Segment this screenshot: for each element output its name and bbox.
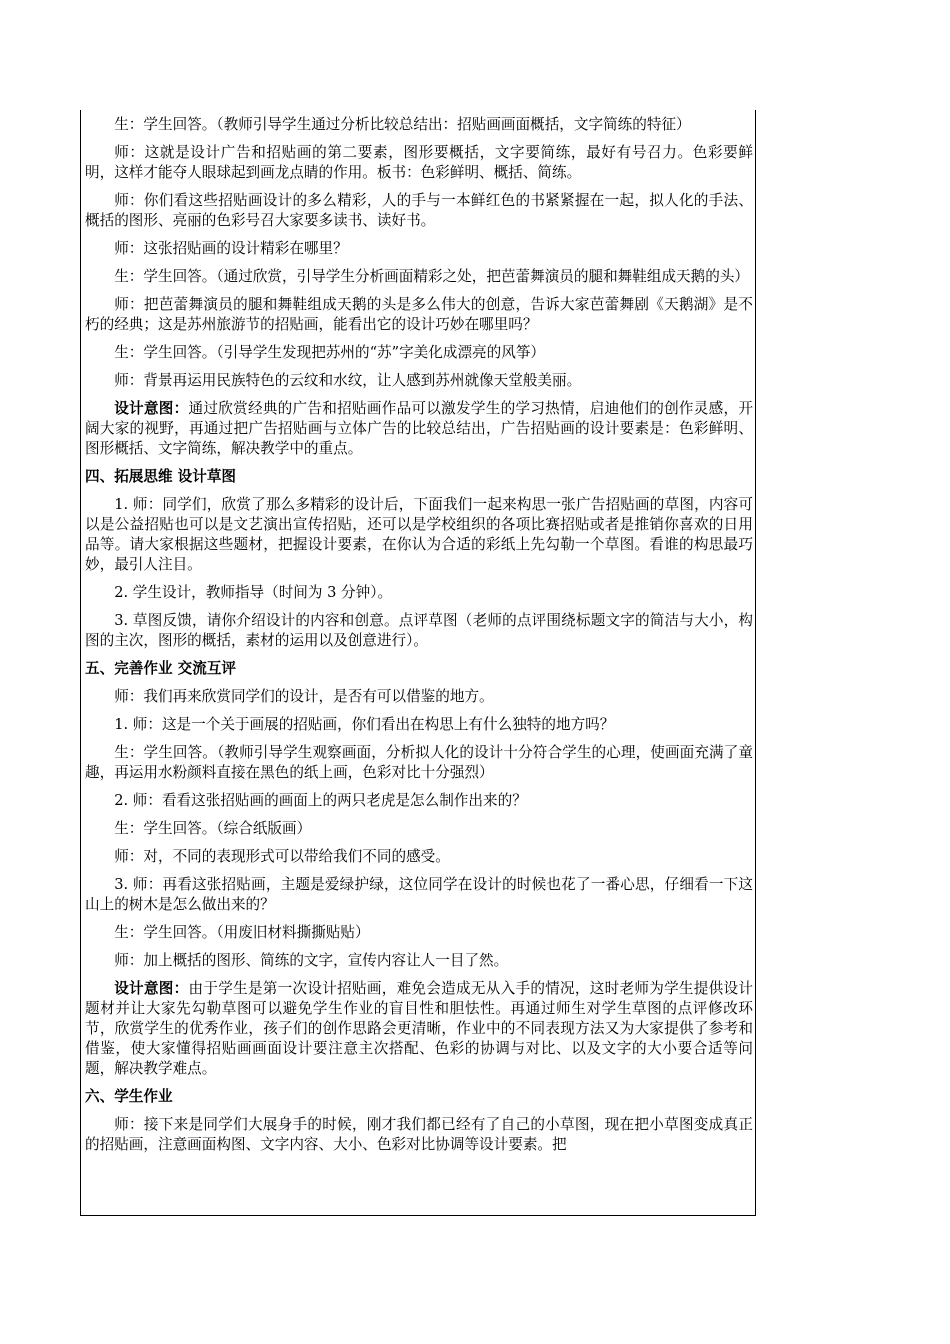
paragraph-teacher-swan-lake: 师：把芭蕾舞演员的腿和舞鞋组成天鹅的头是多么伟大的创意，告诉大家芭蕾舞剧《天鹅湖》是不朽的经典；这是苏州旅游节的招贴画，能看出它的设计巧妙在哪里吗？ — [85, 296, 753, 333]
paragraph-student-answer-2: 生：学生回答。（通过欣赏，引导学生分析画面精彩之处，把芭蕾舞演员的腿和舞鞋组成天鹅的头） — [114, 268, 750, 285]
paragraph-step-1-sketch: 1. 师：同学们，欣赏了那么多精彩的设计后，下面我们一起来构思一张广告招贴画的草图，内容可以是公益招贴也可以是文艺演出宣传招贴，还可以是学校组织的各项比赛招贴或者是推销你喜欢的日用品等。请大家根据这些题材，把握设计要素，在你认为合适的彩纸上先勾勒一个草图。看谁的构思最巧妙，最引人注目。 — [85, 496, 753, 573]
paragraph-student-answer-6: 生：学生回答。（用废旧材料撕撕贴贴） — [114, 924, 370, 941]
paragraph-design-intent-2: 设计意图：由于学生是第一次设计招贴画，难免会造成无从入手的情况，这时老师为学生提供设计题材并让大家先勾勒草图可以避免学生作业的盲目性和胆怯性。再通过师生对学生草图的点评修改环节，欣赏学生的优秀作业，孩子们的创作思路会更清晰，作业中的不同表现方法又为大家提供了参考和借鉴，使大家懂得招贴画画面设计要注意主次搭配、色彩的协调与对比、以及文字的大小要合适等问题，解决教学难点。 — [85, 980, 753, 1077]
paragraph-review-3: 3. 师：再看这张招贴画，主题是爱绿护绿，这位同学在设计的时候也花了一番心思，仔细看一下这山上的树木是怎么做出来的？ — [85, 876, 753, 913]
paragraph-teacher-suzhou: 师：背景再运用民族特色的云纹和水纹，让人感到苏州就像天堂般美丽。 — [114, 372, 582, 389]
paragraph-student-answer-4: 生：学生回答。（教师引导学生观察画面，分析拟人化的设计十分符合学生的心理，使画面充满了童趣，再运用水粉颜料直接在黑色的纸上画，色彩对比十分强烈） — [85, 744, 753, 781]
paragraph-teacher-assignment: 师：接下来是同学们大展身手的时候，刚才我们都已经有了自己的小草图，现在把小草图变成真正的招贴画，注意画面构图、文字内容、大小、色彩对比协调等设计要素。把 — [85, 1116, 753, 1153]
paragraph-teacher-reading-poster: 师：你们看这些招贴画设计的多么精彩，人的手与一本鲜红色的书紧紧握在一起，拟人化的手法、概括的图形、亮丽的色彩号召大家要多读书、读好书。 — [85, 192, 753, 229]
design-intent-label: 设计意图： — [114, 980, 189, 997]
section-heading-4: 四、拓展思维 设计草图 — [85, 468, 237, 485]
lesson-plan-table-cell — [80, 110, 756, 1216]
paragraph-review-1: 1. 师：这是一个关于画展的招贴画，你们看出在构思上有什么独特的地方吗？ — [114, 716, 615, 733]
section-heading-6: 六、学生作业 — [85, 1088, 173, 1105]
paragraph-design-intent-1: 设计意图：通过欣赏经典的广告和招贴画作品可以激发学生的学习热情，启迪他们的创作灵感，开阔大家的视野，再通过把广告招贴画与立体广告的比较总结出，广告招贴画的设计要素是：色彩鲜明、图形概括、文字简练，解决教学中的重点。 — [85, 400, 753, 457]
design-intent-label: 设计意图： — [114, 400, 189, 417]
paragraph-step-3-feedback: 3. 草图反馈，请你介绍设计的内容和创意。点评草图（老师的点评围绕标题文字的简洁与大小，构图的主次，图形的概括，素材的运用以及创意进行）。 — [85, 612, 753, 649]
paragraph-student-answer-3: 生：学生回答。（引导学生发现把苏州的“苏”字美化成漂亮的风筝） — [114, 344, 546, 361]
paragraph-student-answer-1: 生：学生回答。（教师引导学生通过分析比较总结出：招贴画画面概括，文字简练的特征） — [114, 116, 691, 133]
paragraph-teacher-second-element: 师：这就是设计广告和招贴画的第二要素，图形要概括，文字要简练，最好有号召力。色彩要鲜明，这样才能夺人眼球起到画龙点睛的作用。板书：色彩鲜明、概括、简练。 — [85, 144, 753, 181]
paragraph-teacher-summary: 师：加上概括的图形、简练的文字，宣传内容让人一目了然。 — [114, 952, 509, 969]
paragraph-step-2-design: 2. 学生设计，教师指导（时间为 3 分钟）。 — [114, 584, 393, 601]
section-heading-5: 五、完善作业 交流互评 — [85, 660, 237, 677]
paragraph-student-answer-5: 生：学生回答。（综合纸版画） — [114, 820, 312, 837]
paragraph-review-2: 2. 师：看看这张招贴画的画面上的两只老虎是怎么制作出来的？ — [114, 792, 527, 809]
paragraph-teacher-review: 师：我们再来欣赏同学们的设计，是否有可以借鉴的地方。 — [114, 688, 494, 705]
paragraph-teacher-feelings: 师：对，不同的表现形式可以带给我们不同的感受。 — [114, 848, 450, 865]
paragraph-teacher-question-1: 师：这张招贴画的设计精彩在哪里？ — [114, 240, 348, 257]
